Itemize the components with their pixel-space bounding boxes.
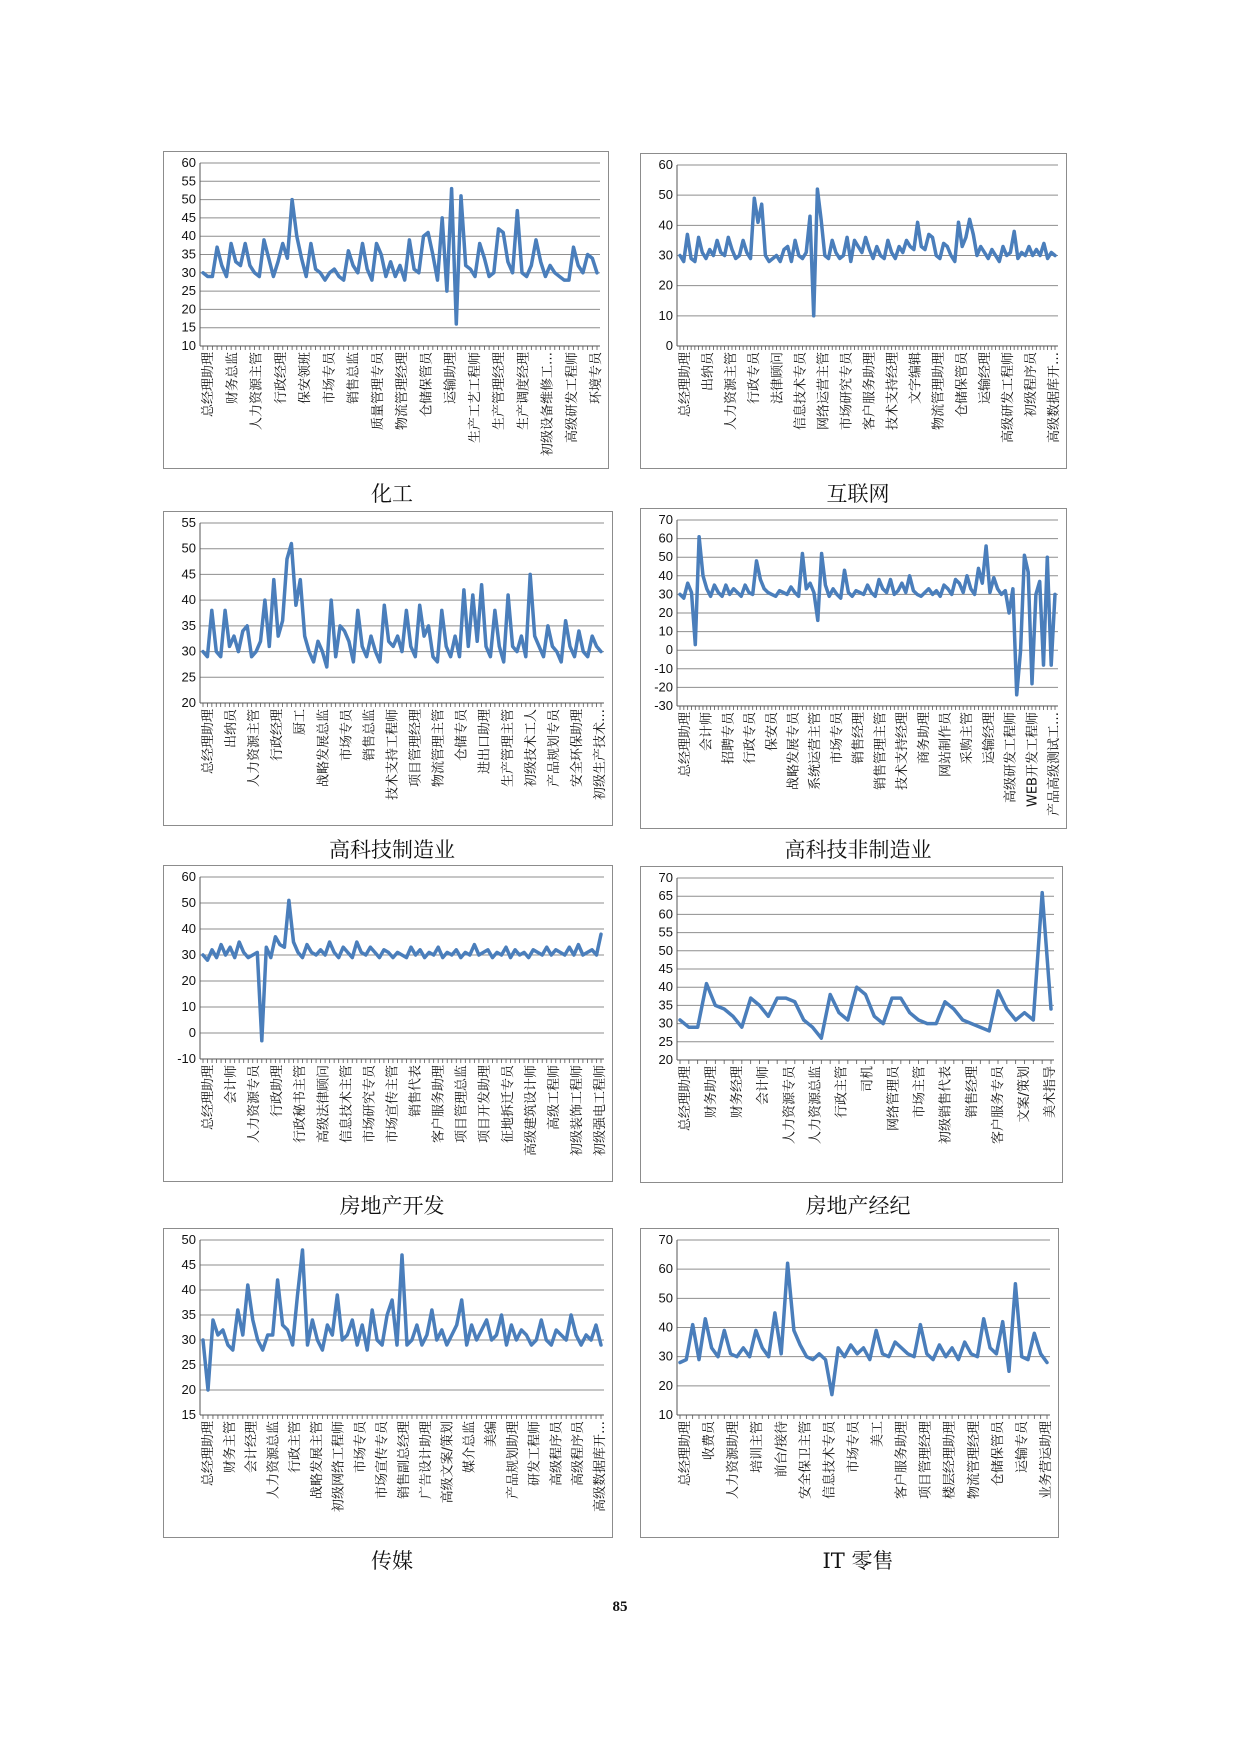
category-label: 高级程序员 [571,1421,587,1487]
chart-chemical [163,151,609,469]
y-tick-label: 60 [658,1261,673,1277]
category-label: 销售副总经理 [397,1421,412,1500]
category-label: 总经理助理 [201,1065,216,1131]
category-label: 信息技术专员 [793,352,809,431]
chart-svg [164,152,608,468]
category-label: 战略发展总监 [316,709,332,788]
category-label: 初级技术工人 [523,709,539,788]
category-label: 客户服务助理 [431,1065,447,1144]
y-tick-label: 30 [658,586,673,602]
chart-media [163,1228,613,1538]
category-label: 人力资源总监 [808,1066,824,1145]
category-label: 网站制作员 [938,712,954,778]
y-tick-label: 50 [658,1290,673,1306]
category-label: 销售经理 [964,1066,980,1119]
caption-media: 传媒 [371,1549,413,1573]
category-label: 高级研发工程师 [1003,712,1019,804]
category-label: 市场专员 [339,709,355,762]
y-tick-label: 50 [658,942,673,958]
y-tick-label: 60 [181,155,196,170]
category-label: 物流管理助理 [931,352,947,431]
category-label: 总经理助理 [678,1066,693,1132]
category-label: 总经理助理 [678,1421,693,1487]
series-line [203,1250,601,1390]
category-label: 产品高级测试工… [1047,712,1062,817]
y-tick-label: 60 [658,906,673,922]
category-label: 项目管理经理 [918,1421,934,1500]
category-label: 行政秘书主管 [293,1065,309,1144]
y-tick-label: 10 [658,1407,673,1422]
category-label: 财务总监 [225,352,241,405]
category-label: 安全保卫主管 [798,1421,814,1500]
category-label: 人力资源总监 [266,1421,282,1500]
category-label: 物流管理经理 [395,352,410,431]
category-label: 运输经理 [981,712,997,765]
category-label: 网络管理员 [886,1066,902,1132]
category-label: 初级程序员 [1023,352,1039,418]
category-label: 高级法律顾问 [316,1065,332,1144]
category-label: 信息技术专员 [822,1421,838,1500]
y-tick-label: 0 [665,338,673,353]
y-tick-label: 40 [658,979,673,995]
y-tick-label: 40 [181,1282,196,1297]
category-label: 进出口助理 [477,709,493,775]
category-label: 高级研发工程师 [564,352,580,444]
y-tick-label: 60 [658,530,673,546]
y-tick-label: 0 [665,642,673,658]
chart-hitech-nonmanufacturing [640,508,1067,829]
chart-svg [164,866,612,1181]
category-label: 人力资源助理 [726,1421,742,1500]
series-line [203,900,601,1040]
y-tick-label: 30 [181,643,196,659]
y-tick-label: 30 [658,1348,673,1364]
y-tick-label: 30 [181,947,196,962]
category-label: 物流管理主管 [431,709,447,788]
category-label: 出纳员 [224,709,240,749]
category-label: 初级设备维修工… [540,352,556,457]
category-label: 财务经理 [730,1066,746,1119]
y-tick-label: 35 [181,246,196,262]
category-label: 广告设计助理 [418,1421,434,1500]
y-tick-label: 15 [181,319,196,335]
y-tick-label: 20 [658,1052,673,1067]
category-label: 司机 [860,1066,876,1093]
y-tick-label: 60 [658,157,673,172]
category-label: 技术支持经理 [895,712,911,791]
category-label: 初级装饰工程师 [569,1065,585,1157]
category-label: 销售总监 [346,352,362,405]
series-line [680,189,1055,316]
caption-hitech-nonmanufacturing: 高科技非制造业 [784,838,932,862]
category-label: 质量管理专员 [370,352,386,431]
category-label: 文案/策划 [1016,1066,1032,1123]
y-tick-label: 10 [181,338,196,353]
category-label: 美工 [870,1421,886,1448]
y-tick-label: 30 [181,1332,196,1347]
category-label: 收费员 [702,1421,718,1461]
category-label: 会计师 [224,1065,240,1105]
category-label: 销售代表 [408,1065,424,1118]
y-tick-label: 35 [181,617,196,633]
chart-hitech-manufacturing [163,511,613,826]
y-tick-label: 55 [658,924,673,940]
y-tick-label: 20 [181,301,196,317]
y-tick-label: 60 [181,869,196,884]
chart-real-estate-development [163,865,613,1182]
category-label: 行政主管 [288,1421,304,1474]
y-tick-label: 30 [658,247,673,263]
y-tick-label: 45 [181,209,196,225]
category-label: 市场研究专员 [839,352,855,431]
category-label: 会计师 [699,712,715,752]
caption-real-estate-brokerage: 房地产经纪 [805,1194,911,1218]
category-label: 人力资源主管 [249,352,265,431]
category-label: 高级程序员 [549,1421,565,1487]
y-tick-label: 50 [181,540,196,556]
category-label: 保安领班 [298,352,313,405]
category-label: 运输助理 [443,352,459,405]
y-tick-label: 10 [181,999,196,1014]
y-tick-label: 70 [658,1232,673,1247]
y-tick-label: 20 [181,973,196,988]
series-line [203,544,601,667]
y-tick-label: 50 [181,191,196,207]
y-tick-label: 0 [188,1025,196,1040]
category-label: 生产工艺工程师 [467,352,483,444]
category-label: 战略发展专员 [786,712,802,791]
category-label: 行政助理 [270,1065,286,1118]
category-label: 出纳员 [701,352,717,392]
category-label: 市场主管 [912,1066,928,1119]
y-tick-label: 50 [181,895,196,910]
category-label: 项目开发助理 [477,1065,493,1144]
category-label: 美术指导 [1043,1066,1058,1119]
category-label: 市场专员 [829,712,845,765]
category-label: 人力资源专员 [782,1066,798,1145]
category-label: 客户服务助理 [862,352,878,431]
category-label: 市场专员 [846,1421,862,1474]
category-label: 安全环保助理 [569,709,585,788]
category-label: 客户服务专员 [990,1066,1006,1145]
category-label: 行政经理 [270,709,286,762]
category-label: 产品规划专员 [546,709,562,788]
category-label: 产品规划助理 [505,1421,521,1500]
y-tick-label: -30 [654,698,673,713]
y-tick-label: 40 [658,567,673,583]
category-label: 市场专员 [322,352,338,405]
y-tick-label: 30 [658,1015,673,1031]
chart-it-retail [640,1228,1059,1538]
category-label: 高级文案/策划 [440,1421,456,1504]
category-label: 环境专员 [589,352,604,405]
category-label: 人力资源主管 [247,709,263,788]
y-tick-label: 25 [181,283,196,299]
y-tick-label: 65 [658,888,673,904]
category-label: 市场宣传主管 [385,1065,401,1144]
category-label: 培训主管 [750,1421,766,1474]
caption-chemical: 化工 [371,482,413,506]
category-label: 总经理助理 [201,1421,216,1487]
category-label: 初级强电工程师 [593,1065,608,1157]
category-label: 战略发展主管 [309,1421,325,1500]
category-label: 信息技术主管 [339,1065,355,1144]
y-tick-label: 35 [658,997,673,1013]
category-label: 会计师 [756,1066,772,1106]
category-label: 行政经理 [273,352,289,405]
y-tick-label: 40 [181,228,196,244]
category-label: 楼层经理助理 [942,1421,958,1500]
category-label: 初级生产技术… [593,709,608,801]
category-label: 仓储保管员 [954,352,970,418]
caption-internet: 互联网 [826,482,890,506]
category-label: 美编 [484,1421,500,1448]
category-label: 项目管理经理 [408,709,424,788]
chart-svg [641,154,1066,468]
category-label: 总经理助理 [201,352,216,418]
chart-svg [164,1229,612,1537]
category-label: 仓储保管员 [419,352,435,418]
category-label: 前台/接待 [774,1421,790,1478]
y-tick-label: 25 [181,669,196,685]
category-label: 厨工 [293,709,309,736]
y-tick-label: 45 [181,566,196,582]
y-tick-label: 15 [181,1407,196,1422]
y-tick-label: 10 [658,307,673,323]
category-label: 初级网络工程师 [331,1421,347,1513]
y-tick-label: 20 [658,277,673,293]
category-label: 高级数据库开… [1047,352,1062,444]
y-tick-label: 20 [658,605,673,620]
y-tick-label: 10 [658,623,673,639]
y-tick-label: 25 [181,1357,196,1372]
category-label: 物流管理经理 [966,1421,982,1500]
chart-internet [640,153,1067,469]
category-label: 技术支持经理 [885,352,901,431]
category-label: 网络运营主管 [816,352,832,431]
category-label: 高级工程师 [546,1065,562,1131]
category-label: 法律顾问 [770,352,786,405]
category-label: 行政主管 [834,1066,850,1119]
y-tick-label: 45 [658,961,673,976]
y-tick-label: 70 [658,870,673,885]
chart-svg [641,1229,1058,1537]
category-label: 高级建筑设计师 [523,1065,539,1157]
category-label: 市场专员 [353,1421,369,1474]
y-tick-label: 25 [658,1033,673,1049]
category-label: 初级销售代表 [938,1066,954,1145]
y-tick-label: 70 [658,512,673,527]
category-label: 财务主管 [222,1421,238,1474]
category-label: 市场宣传专员 [375,1421,391,1500]
y-tick-label: -10 [177,1051,196,1066]
chart-svg [641,867,1062,1182]
y-tick-label: 55 [181,173,196,189]
series-line [680,537,1055,695]
category-label: 生产管理经理 [492,352,507,431]
category-label: 文字编辑 [908,352,924,405]
category-label: 销售经理 [851,712,867,765]
category-label: 人力资源专员 [247,1065,263,1144]
y-tick-label: 40 [658,1319,673,1335]
category-label: 财务助理 [704,1066,720,1119]
category-label: 市场研究专员 [362,1065,378,1144]
category-label: 会计经理 [244,1421,260,1474]
category-label: 运输专员 [1014,1421,1030,1474]
category-label: 客户服务助理 [894,1421,910,1500]
y-tick-label: 50 [181,1232,196,1247]
y-tick-label: 55 [181,515,196,530]
category-label: 总经理助理 [678,352,693,418]
series-line [680,1263,1047,1394]
category-label: WEB开发工程师 [1025,712,1041,807]
y-tick-label: 40 [181,921,196,936]
category-label: 研发工程师 [527,1421,543,1487]
y-tick-label: -10 [654,660,673,676]
category-label: 运输经理 [977,352,993,405]
category-label: 总经理助理 [678,712,693,778]
chart-svg [641,509,1066,828]
category-label: 高级数据库开… [593,1421,608,1513]
category-label: 生产调度经理 [516,352,532,431]
category-label: 媒介总监 [462,1421,478,1474]
chart-real-estate-brokerage [640,866,1063,1183]
category-label: 采购主管 [960,712,976,765]
category-label: 招聘专员 [721,712,737,765]
category-label: 系统运营主管 [808,712,824,791]
category-label: 总经理助理 [201,709,216,775]
caption-hitech-manufacturing: 高科技制造业 [329,838,455,862]
y-tick-label: 30 [181,264,196,280]
y-tick-label: 40 [658,217,673,233]
chart-svg [164,512,612,825]
category-label: 行政专员 [743,712,759,765]
category-label: 仓储保管员 [990,1421,1006,1487]
y-tick-label: 20 [181,695,196,710]
category-label: 行政专员 [747,352,763,405]
page-number: 85 [612,1599,628,1615]
caption-real-estate-development: 房地产开发 [339,1194,445,1218]
y-tick-label: 20 [658,1377,673,1393]
category-label: 保安员 [764,712,780,752]
category-label: 仓储专员 [454,709,470,762]
caption-it-retail: IT 零售 [822,1549,894,1573]
category-label: 高级研发工程师 [1000,352,1016,444]
category-label: 商务助理 [916,712,932,765]
y-tick-label: -20 [654,679,673,695]
category-label: 生产管理主管 [500,709,516,788]
y-tick-label: 40 [181,592,196,608]
y-tick-label: 20 [181,1382,196,1397]
category-label: 人力资源主管 [724,352,740,431]
category-label: 征地拆迁专员 [500,1065,516,1144]
category-label: 技术支持工程师 [385,709,401,801]
y-tick-label: 50 [658,549,673,565]
y-tick-label: 50 [658,187,673,203]
y-tick-label: 45 [181,1257,196,1272]
series-line [203,189,597,324]
y-tick-label: 35 [181,1307,196,1322]
category-label: 业务营运助理 [1039,1421,1054,1500]
category-label: 销售管理主管 [873,712,889,791]
category-label: 项目管理总监 [454,1065,470,1144]
category-label: 销售总监 [362,709,378,762]
